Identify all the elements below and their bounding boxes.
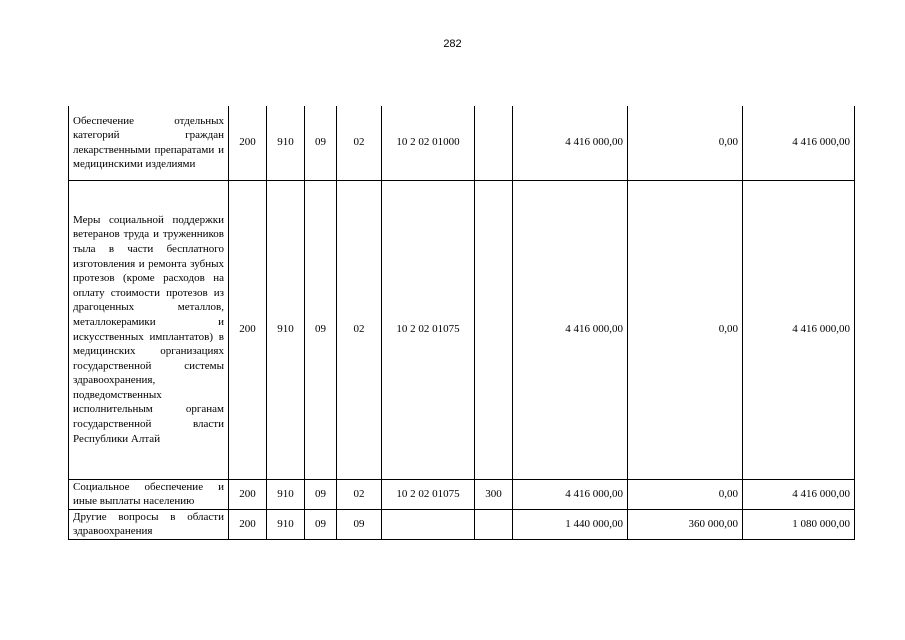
cell-amount-2: 0,00 [628, 180, 743, 479]
table-row [69, 106, 855, 180]
cell-amount-2: 0,00 [628, 479, 743, 509]
cell-ministry: 910 [267, 180, 305, 479]
cell-expense-type [475, 180, 513, 479]
cell-amount-3: 1 080 000,00 [743, 509, 855, 539]
table-row [69, 479, 855, 509]
cell-ministry: 910 [267, 106, 305, 180]
table-row [69, 180, 855, 479]
cell-code: 200 [229, 180, 267, 479]
cell-amount-3: 4 416 000,00 [743, 106, 855, 180]
cell-amount-1: 4 416 000,00 [513, 180, 628, 479]
row-name: Социальное обеспечение и иные выплаты населению [69, 479, 229, 509]
row-name: Меры социальной поддержки ветеранов труда и труженников тыла в части бесплатного изготовления и ремонта зубных протезов (кроме расходов на оплату стоимости протезов из драгоценных металлов, металлокерамики и искусственных имплантатов) в медицинских организациях государственной системы здравоохранения, подведомственных исполнительным органам государственной власти Республики Алтай [69, 180, 229, 479]
row-name: Другие вопросы в области здравоохранения [69, 509, 229, 539]
row-name: Обеспечение отдельных категорий граждан лекарственными препаратами и медицинскими изделиями [69, 106, 229, 180]
cell-amount-2: 0,00 [628, 106, 743, 180]
cell-subsection: 02 [337, 479, 382, 509]
cell-amount-3: 4 416 000,00 [743, 180, 855, 479]
cell-subsection: 02 [337, 106, 382, 180]
cell-section: 09 [305, 509, 337, 539]
table-row [69, 509, 855, 539]
cell-expense-type: 300 [475, 479, 513, 509]
cell-target-article: 10 2 02 01075 [382, 479, 475, 509]
cell-section: 09 [305, 479, 337, 509]
cell-subsection: 02 [337, 180, 382, 479]
page-number: 282 [443, 38, 462, 50]
cell-section: 09 [305, 106, 337, 180]
cell-ministry: 910 [267, 479, 305, 509]
cell-amount-3: 4 416 000,00 [743, 479, 855, 509]
cell-amount-1: 4 416 000,00 [513, 479, 628, 509]
budget-table [68, 106, 855, 540]
cell-code: 200 [229, 509, 267, 539]
cell-amount-1: 4 416 000,00 [513, 106, 628, 180]
cell-subsection: 09 [337, 509, 382, 539]
cell-code: 200 [229, 479, 267, 509]
cell-expense-type [475, 509, 513, 539]
cell-target-article: 10 2 02 01075 [382, 180, 475, 479]
cell-expense-type [475, 106, 513, 180]
cell-code: 200 [229, 106, 267, 180]
cell-amount-1: 1 440 000,00 [513, 509, 628, 539]
cell-section: 09 [305, 180, 337, 479]
cell-target-article: 10 2 02 01000 [382, 106, 475, 180]
cell-target-article [382, 509, 475, 539]
cell-ministry: 910 [267, 509, 305, 539]
cell-amount-2: 360 000,00 [628, 509, 743, 539]
